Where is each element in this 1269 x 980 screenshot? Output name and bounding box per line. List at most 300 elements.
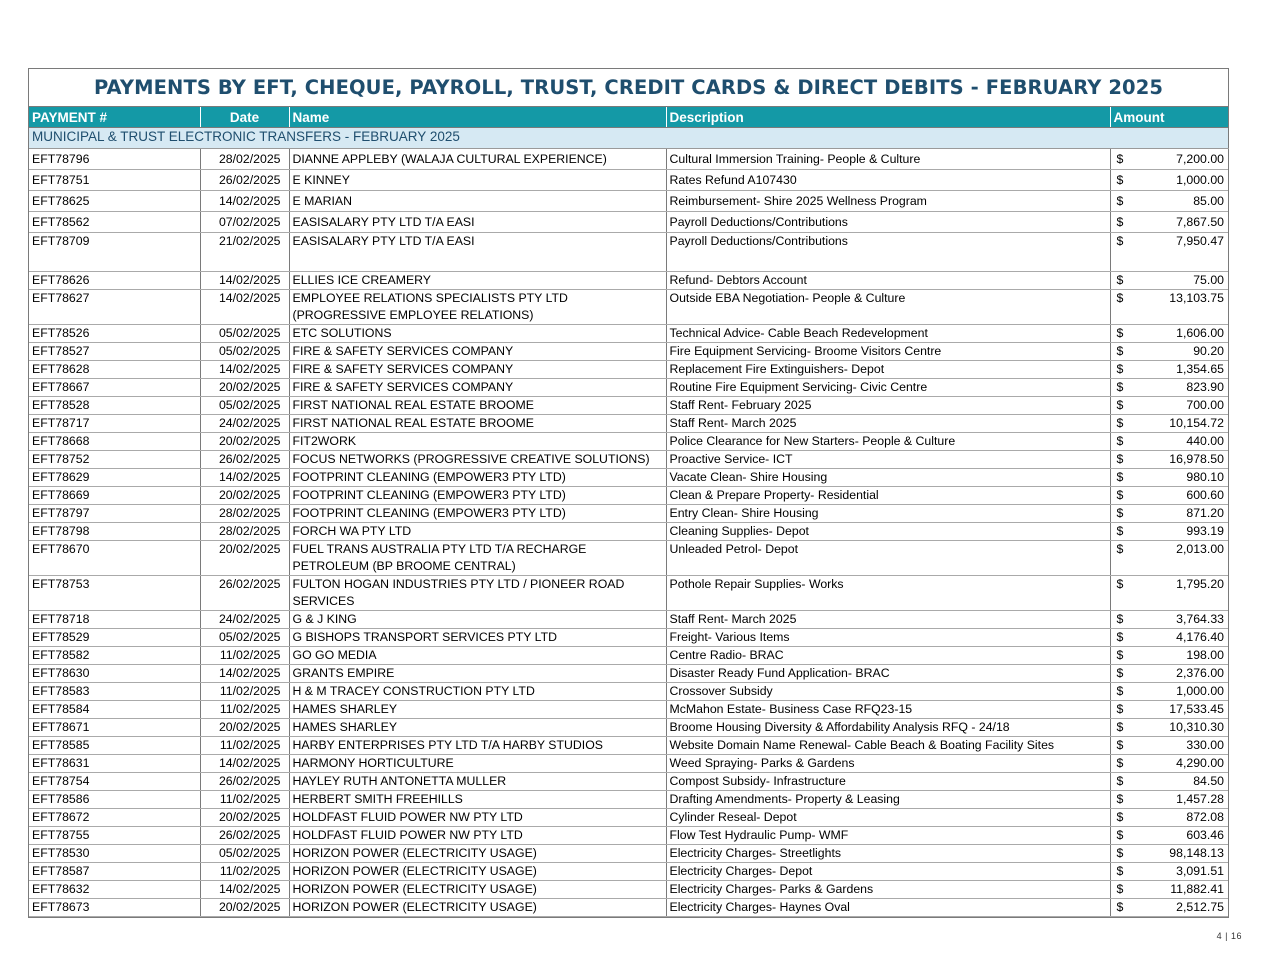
description-cell: Electricity Charges- Streetlights xyxy=(666,845,1110,863)
description-cell: Staff Rent- February 2025 xyxy=(666,397,1110,415)
amount-cell xyxy=(1110,647,1228,665)
name-cell: HERBERT SMITH FREEHILLS xyxy=(289,791,666,809)
date-cell: 28/02/2025 xyxy=(200,505,289,523)
table-row xyxy=(29,170,1228,191)
date-cell: 21/02/2025 xyxy=(200,233,289,272)
currency-symbol: $ xyxy=(1116,630,1124,644)
table-row xyxy=(29,845,1228,863)
currency-symbol: $ xyxy=(1116,702,1124,716)
date-cell: 26/02/2025 xyxy=(200,827,289,845)
amount-cell xyxy=(1110,809,1228,827)
amount-cell xyxy=(1110,719,1228,737)
payment-number-cell: EFT78671 xyxy=(29,719,200,737)
amount-value: 330.00 xyxy=(1186,738,1224,752)
payment-number-cell: EFT78587 xyxy=(29,863,200,881)
amount-cell xyxy=(1110,361,1228,379)
table-row xyxy=(29,791,1228,809)
payment-number-cell: EFT78527 xyxy=(29,343,200,361)
description-cell: Refund- Debtors Account xyxy=(666,272,1110,290)
date-cell: 11/02/2025 xyxy=(200,863,289,881)
currency-symbol: $ xyxy=(1116,194,1124,208)
amount-cell xyxy=(1110,827,1228,845)
amount-value: 440.00 xyxy=(1186,434,1224,448)
amount-value: 1,606.00 xyxy=(1176,326,1224,340)
section-title: MUNICIPAL & TRUST ELECTRONIC TRANSFERS - FEBRUARY 2025 xyxy=(29,128,1228,149)
table-row xyxy=(29,881,1228,899)
date-cell: 11/02/2025 xyxy=(200,791,289,809)
payment-number-cell: EFT78631 xyxy=(29,755,200,773)
name-cell: HAMES SHARLEY xyxy=(289,701,666,719)
description-cell: Flow Test Hydraulic Pump- WMF xyxy=(666,827,1110,845)
amount-cell xyxy=(1110,290,1228,325)
amount-cell xyxy=(1110,629,1228,647)
description-cell: Compost Subsidy- Infrastructure xyxy=(666,773,1110,791)
description-cell: Electricity Charges- Depot xyxy=(666,863,1110,881)
payments-table xyxy=(29,107,1229,917)
amount-value: 1,000.00 xyxy=(1176,173,1224,187)
amount-value: 90.20 xyxy=(1193,344,1224,358)
amount-value: 198.00 xyxy=(1186,648,1224,662)
table-row xyxy=(29,149,1228,170)
amount-cell xyxy=(1110,665,1228,683)
payment-number-cell: EFT78629 xyxy=(29,469,200,487)
table-row xyxy=(29,233,1228,272)
date-cell: 05/02/2025 xyxy=(200,397,289,415)
payment-number-cell: EFT78754 xyxy=(29,773,200,791)
currency-symbol: $ xyxy=(1116,792,1124,806)
table-row xyxy=(29,773,1228,791)
description-cell: Technical Advice- Cable Beach Redevelopment xyxy=(666,325,1110,343)
header-name: Name xyxy=(289,107,666,128)
date-cell: 20/02/2025 xyxy=(200,541,289,576)
payment-number-cell: EFT78753 xyxy=(29,576,200,611)
table-row xyxy=(29,863,1228,881)
description-cell: Pothole Repair Supplies- Works xyxy=(666,576,1110,611)
table-row xyxy=(29,212,1228,233)
date-cell: 14/02/2025 xyxy=(200,272,289,290)
payment-number-cell: EFT78751 xyxy=(29,170,200,191)
date-cell: 20/02/2025 xyxy=(200,487,289,505)
date-cell: 14/02/2025 xyxy=(200,469,289,487)
name-cell: ELLIES ICE CREAMERY xyxy=(289,272,666,290)
description-cell: Vacate Clean- Shire Housing xyxy=(666,469,1110,487)
description-cell: Payroll Deductions/Contributions xyxy=(666,233,1110,272)
currency-symbol: $ xyxy=(1116,470,1124,484)
name-cell: FOOTPRINT CLEANING (EMPOWER3 PTY LTD) xyxy=(289,487,666,505)
name-cell: HORIZON POWER (ELECTRICITY USAGE) xyxy=(289,881,666,899)
amount-cell xyxy=(1110,415,1228,433)
amount-cell xyxy=(1110,325,1228,343)
amount-value: 3,764.33 xyxy=(1176,612,1224,626)
name-cell: HORIZON POWER (ELECTRICITY USAGE) xyxy=(289,899,666,917)
amount-cell xyxy=(1110,541,1228,576)
payment-number-cell: EFT78632 xyxy=(29,881,200,899)
payment-number-cell: EFT78796 xyxy=(29,149,200,170)
name-cell: EASISALARY PTY LTD T/A EASI xyxy=(289,212,666,233)
table-row xyxy=(29,827,1228,845)
name-cell: DIANNE APPLEBY (WALAJA CULTURAL EXPERIENCE) xyxy=(289,149,666,170)
description-cell: Freight- Various Items xyxy=(666,629,1110,647)
description-cell: Entry Clean- Shire Housing xyxy=(666,505,1110,523)
amount-cell xyxy=(1110,845,1228,863)
payment-number-cell: EFT78586 xyxy=(29,791,200,809)
name-cell: EASISALARY PTY LTD T/A EASI xyxy=(289,233,666,272)
payment-number-cell: EFT78673 xyxy=(29,899,200,917)
date-cell: 26/02/2025 xyxy=(200,451,289,469)
payment-number-cell: EFT78630 xyxy=(29,665,200,683)
name-cell: HORIZON POWER (ELECTRICITY USAGE) xyxy=(289,845,666,863)
currency-symbol: $ xyxy=(1116,291,1124,305)
amount-value: 1,457.28 xyxy=(1176,792,1224,806)
currency-symbol: $ xyxy=(1116,864,1124,878)
name-cell: E MARIAN xyxy=(289,191,666,212)
table-row xyxy=(29,523,1228,541)
currency-symbol: $ xyxy=(1116,488,1124,502)
amount-cell xyxy=(1110,683,1228,701)
description-cell: Staff Rent- March 2025 xyxy=(666,611,1110,629)
table-row xyxy=(29,719,1228,737)
date-cell: 05/02/2025 xyxy=(200,343,289,361)
amount-value: 75.00 xyxy=(1193,273,1224,287)
name-cell: FORCH WA PTY LTD xyxy=(289,523,666,541)
amount-value: 7,867.50 xyxy=(1176,215,1224,229)
amount-value: 16,978.50 xyxy=(1169,452,1224,466)
name-cell: FIRE & SAFETY SERVICES COMPANY xyxy=(289,343,666,361)
name-cell: HORIZON POWER (ELECTRICITY USAGE) xyxy=(289,863,666,881)
amount-cell xyxy=(1110,505,1228,523)
table-row xyxy=(29,290,1228,325)
name-cell: FIRE & SAFETY SERVICES COMPANY xyxy=(289,379,666,397)
amount-value: 7,950.47 xyxy=(1176,234,1224,248)
payment-number-cell: EFT78582 xyxy=(29,647,200,665)
payment-number-cell: EFT78668 xyxy=(29,433,200,451)
currency-symbol: $ xyxy=(1116,577,1124,591)
description-cell: Drafting Amendments- Property & Leasing xyxy=(666,791,1110,809)
currency-symbol: $ xyxy=(1116,173,1124,187)
date-cell: 24/02/2025 xyxy=(200,611,289,629)
header-row xyxy=(29,107,1228,128)
amount-value: 600.60 xyxy=(1186,488,1224,502)
currency-symbol: $ xyxy=(1116,900,1124,914)
amount-cell xyxy=(1110,191,1228,212)
name-cell: FIT2WORK xyxy=(289,433,666,451)
payments-sheet xyxy=(28,68,1229,918)
description-cell: Payroll Deductions/Contributions xyxy=(666,212,1110,233)
table-row xyxy=(29,451,1228,469)
amount-value: 4,290.00 xyxy=(1176,756,1224,770)
amount-cell xyxy=(1110,487,1228,505)
currency-symbol: $ xyxy=(1116,326,1124,340)
table-row xyxy=(29,505,1228,523)
amount-cell xyxy=(1110,881,1228,899)
table-row xyxy=(29,415,1228,433)
description-cell: McMahon Estate- Business Case RFQ23-15 xyxy=(666,701,1110,719)
date-cell: 14/02/2025 xyxy=(200,290,289,325)
amount-cell xyxy=(1110,773,1228,791)
table-row xyxy=(29,629,1228,647)
date-cell: 28/02/2025 xyxy=(200,523,289,541)
name-cell: HAMES SHARLEY xyxy=(289,719,666,737)
payment-number-cell: EFT78718 xyxy=(29,611,200,629)
table-row xyxy=(29,665,1228,683)
amount-value: 84.50 xyxy=(1193,774,1224,788)
date-cell: 20/02/2025 xyxy=(200,809,289,827)
date-cell: 14/02/2025 xyxy=(200,191,289,212)
amount-cell xyxy=(1110,755,1228,773)
amount-value: 13,103.75 xyxy=(1169,291,1224,305)
header-date: Date xyxy=(200,107,289,128)
amount-cell xyxy=(1110,701,1228,719)
name-cell: FULTON HOGAN INDUSTRIES PTY LTD / PIONEER ROAD SERVICES xyxy=(289,576,666,611)
currency-symbol: $ xyxy=(1116,524,1124,538)
payment-number-cell: EFT78627 xyxy=(29,290,200,325)
date-cell: 20/02/2025 xyxy=(200,719,289,737)
payment-number-cell: EFT78672 xyxy=(29,809,200,827)
description-cell: Disaster Ready Fund Application- BRAC xyxy=(666,665,1110,683)
amount-value: 823.90 xyxy=(1186,380,1224,394)
table-row xyxy=(29,576,1228,611)
date-cell: 14/02/2025 xyxy=(200,361,289,379)
amount-value: 872.08 xyxy=(1186,810,1224,824)
payment-number-cell: EFT78584 xyxy=(29,701,200,719)
amount-value: 2,013.00 xyxy=(1176,542,1224,556)
name-cell: E KINNEY xyxy=(289,170,666,191)
amount-cell xyxy=(1110,343,1228,361)
currency-symbol: $ xyxy=(1116,398,1124,412)
date-cell: 11/02/2025 xyxy=(200,647,289,665)
amount-value: 993.19 xyxy=(1186,524,1224,538)
table-row xyxy=(29,737,1228,755)
date-cell: 14/02/2025 xyxy=(200,881,289,899)
amount-value: 2,376.00 xyxy=(1176,666,1224,680)
name-cell: GRANTS EMPIRE xyxy=(289,665,666,683)
currency-symbol: $ xyxy=(1116,344,1124,358)
amount-cell xyxy=(1110,451,1228,469)
currency-symbol: $ xyxy=(1116,362,1124,376)
name-cell: HOLDFAST FLUID POWER NW PTY LTD xyxy=(289,827,666,845)
table-row xyxy=(29,469,1228,487)
amount-value: 85.00 xyxy=(1193,194,1224,208)
payment-number-cell: EFT78670 xyxy=(29,541,200,576)
date-cell: 05/02/2025 xyxy=(200,845,289,863)
name-cell: FIRST NATIONAL REAL ESTATE BROOME xyxy=(289,397,666,415)
payment-number-cell: EFT78583 xyxy=(29,683,200,701)
currency-symbol: $ xyxy=(1116,380,1124,394)
table-row xyxy=(29,809,1228,827)
amount-cell xyxy=(1110,433,1228,451)
amount-value: 11,882.41 xyxy=(1170,882,1224,896)
date-cell: 20/02/2025 xyxy=(200,433,289,451)
date-cell: 26/02/2025 xyxy=(200,170,289,191)
payment-number-cell: EFT78625 xyxy=(29,191,200,212)
payment-number-cell: EFT78526 xyxy=(29,325,200,343)
description-cell: Cultural Immersion Training- People & Culture xyxy=(666,149,1110,170)
description-cell: Rates Refund A107430 xyxy=(666,170,1110,191)
description-cell: Outside EBA Negotiation- People & Culture xyxy=(666,290,1110,325)
date-cell: 20/02/2025 xyxy=(200,899,289,917)
date-cell: 05/02/2025 xyxy=(200,325,289,343)
payment-number-cell: EFT78752 xyxy=(29,451,200,469)
amount-cell xyxy=(1110,737,1228,755)
currency-symbol: $ xyxy=(1116,810,1124,824)
description-cell: Electricity Charges- Parks & Gardens xyxy=(666,881,1110,899)
currency-symbol: $ xyxy=(1116,756,1124,770)
name-cell: FIRST NATIONAL REAL ESTATE BROOME xyxy=(289,415,666,433)
amount-cell xyxy=(1110,523,1228,541)
name-cell: FOOTPRINT CLEANING (EMPOWER3 PTY LTD) xyxy=(289,469,666,487)
payment-number-cell: EFT78709 xyxy=(29,233,200,272)
payment-number-cell: EFT78797 xyxy=(29,505,200,523)
date-cell: 14/02/2025 xyxy=(200,665,289,683)
description-cell: Broome Housing Diversity & Affordability Analysis RFQ - 24/18 xyxy=(666,719,1110,737)
description-cell: Staff Rent- March 2025 xyxy=(666,415,1110,433)
payment-number-cell: EFT78528 xyxy=(29,397,200,415)
page-number: 4 | 16 xyxy=(1216,931,1242,941)
date-cell: 07/02/2025 xyxy=(200,212,289,233)
name-cell: HOLDFAST FLUID POWER NW PTY LTD xyxy=(289,809,666,827)
amount-value: 98,148.13 xyxy=(1169,846,1224,860)
date-cell: 05/02/2025 xyxy=(200,629,289,647)
name-cell: HARBY ENTERPRISES PTY LTD T/A HARBY STUDIOS xyxy=(289,737,666,755)
payment-number-cell: EFT78562 xyxy=(29,212,200,233)
payment-number-cell: EFT78626 xyxy=(29,272,200,290)
date-cell: 14/02/2025 xyxy=(200,755,289,773)
amount-cell xyxy=(1110,379,1228,397)
date-cell: 11/02/2025 xyxy=(200,737,289,755)
description-cell: Weed Spraying- Parks & Gardens xyxy=(666,755,1110,773)
amount-value: 4,176.40 xyxy=(1176,630,1224,644)
date-cell: 11/02/2025 xyxy=(200,701,289,719)
name-cell: G & J KING xyxy=(289,611,666,629)
table-row xyxy=(29,487,1228,505)
amount-value: 1,354.65 xyxy=(1176,362,1224,376)
amount-cell xyxy=(1110,397,1228,415)
amount-value: 980.10 xyxy=(1186,470,1224,484)
date-cell: 26/02/2025 xyxy=(200,576,289,611)
payment-number-cell: EFT78628 xyxy=(29,361,200,379)
description-cell: Crossover Subsidy xyxy=(666,683,1110,701)
currency-symbol: $ xyxy=(1116,452,1124,466)
table-row xyxy=(29,191,1228,212)
amount-value: 1,795.20 xyxy=(1176,577,1224,591)
amount-cell xyxy=(1110,272,1228,290)
currency-symbol: $ xyxy=(1116,666,1124,680)
name-cell: H & M TRACEY CONSTRUCTION PTY LTD xyxy=(289,683,666,701)
currency-symbol: $ xyxy=(1116,215,1124,229)
table-row xyxy=(29,361,1228,379)
currency-symbol: $ xyxy=(1116,416,1124,430)
amount-value: 3,091.51 xyxy=(1176,864,1224,878)
amount-cell xyxy=(1110,899,1228,917)
table-row xyxy=(29,647,1228,665)
currency-symbol: $ xyxy=(1116,648,1124,662)
header-amount: Amount xyxy=(1110,107,1228,128)
description-cell: Electricity Charges- Haynes Oval xyxy=(666,899,1110,917)
name-cell: ETC SOLUTIONS xyxy=(289,325,666,343)
currency-symbol: $ xyxy=(1116,234,1124,248)
description-cell: Proactive Service- ICT xyxy=(666,451,1110,469)
currency-symbol: $ xyxy=(1116,774,1124,788)
amount-cell xyxy=(1110,233,1228,272)
amount-cell xyxy=(1110,611,1228,629)
name-cell: GO GO MEDIA xyxy=(289,647,666,665)
description-cell: Cleaning Supplies- Depot xyxy=(666,523,1110,541)
description-cell: Police Clearance for New Starters- People & Culture xyxy=(666,433,1110,451)
date-cell: 20/02/2025 xyxy=(200,379,289,397)
payment-number-cell: EFT78669 xyxy=(29,487,200,505)
name-cell: EMPLOYEE RELATIONS SPECIALISTS PTY LTD (PROGRESSIVE EMPLOYEE RELATIONS) xyxy=(289,290,666,325)
table-row xyxy=(29,433,1228,451)
currency-symbol: $ xyxy=(1116,738,1124,752)
table-row xyxy=(29,701,1228,719)
amount-value: 7,200.00 xyxy=(1176,152,1224,166)
description-cell: Reimbursement- Shire 2025 Wellness Program xyxy=(666,191,1110,212)
date-cell: 28/02/2025 xyxy=(200,149,289,170)
amount-cell xyxy=(1110,469,1228,487)
table-row xyxy=(29,343,1228,361)
description-cell: Clean & Prepare Property- Residential xyxy=(666,487,1110,505)
page-title: PAYMENTS BY EFT, CHEQUE, PAYROLL, TRUST, CREDIT CARDS & DIRECT DEBITS - FEBRUARY 2025 xyxy=(93,76,1164,99)
amount-value: 700.00 xyxy=(1186,398,1224,412)
table-row xyxy=(29,379,1228,397)
amount-cell xyxy=(1110,170,1228,191)
table-row xyxy=(29,325,1228,343)
amount-value: 2,512.75 xyxy=(1176,900,1224,914)
payment-number-cell: EFT78717 xyxy=(29,415,200,433)
amount-value: 1,000.00 xyxy=(1176,684,1224,698)
payment-number-cell: EFT78585 xyxy=(29,737,200,755)
amount-value: 10,310.30 xyxy=(1169,720,1224,734)
description-cell: Cylinder Reseal- Depot xyxy=(666,809,1110,827)
currency-symbol: $ xyxy=(1116,720,1124,734)
payment-number-cell: EFT78530 xyxy=(29,845,200,863)
currency-symbol: $ xyxy=(1116,846,1124,860)
name-cell: FOCUS NETWORKS (PROGRESSIVE CREATIVE SOLUTIONS) xyxy=(289,451,666,469)
date-cell: 24/02/2025 xyxy=(200,415,289,433)
currency-symbol: $ xyxy=(1116,273,1124,287)
description-cell: Unleaded Petrol- Depot xyxy=(666,541,1110,576)
header-payment: PAYMENT # xyxy=(29,107,200,128)
currency-symbol: $ xyxy=(1116,684,1124,698)
amount-cell xyxy=(1110,212,1228,233)
description-cell: Fire Equipment Servicing- Broome Visitors Centre xyxy=(666,343,1110,361)
amount-value: 871.20 xyxy=(1186,506,1224,520)
amount-cell xyxy=(1110,791,1228,809)
description-cell: Website Domain Name Renewal- Cable Beach & Boating Facility Sites xyxy=(666,737,1110,755)
currency-symbol: $ xyxy=(1116,152,1124,166)
payment-number-cell: EFT78798 xyxy=(29,523,200,541)
currency-symbol: $ xyxy=(1116,506,1124,520)
currency-symbol: $ xyxy=(1116,434,1124,448)
currency-symbol: $ xyxy=(1116,828,1124,842)
table-row xyxy=(29,541,1228,576)
table-row xyxy=(29,755,1228,773)
amount-value: 17,533.45 xyxy=(1169,702,1224,716)
table-row xyxy=(29,899,1228,917)
name-cell: G BISHOPS TRANSPORT SERVICES PTY LTD xyxy=(289,629,666,647)
name-cell: FUEL TRANS AUSTRALIA PTY LTD T/A RECHARGE PETROLEUM (BP BROOME CENTRAL) xyxy=(289,541,666,576)
amount-value: 10,154.72 xyxy=(1169,416,1224,430)
name-cell: FOOTPRINT CLEANING (EMPOWER3 PTY LTD) xyxy=(289,505,666,523)
name-cell: FIRE & SAFETY SERVICES COMPANY xyxy=(289,361,666,379)
currency-symbol: $ xyxy=(1116,612,1124,626)
amount-cell xyxy=(1110,576,1228,611)
table-row xyxy=(29,683,1228,701)
date-cell: 26/02/2025 xyxy=(200,773,289,791)
section-row xyxy=(29,128,1228,149)
payment-number-cell: EFT78667 xyxy=(29,379,200,397)
currency-symbol: $ xyxy=(1116,882,1124,896)
